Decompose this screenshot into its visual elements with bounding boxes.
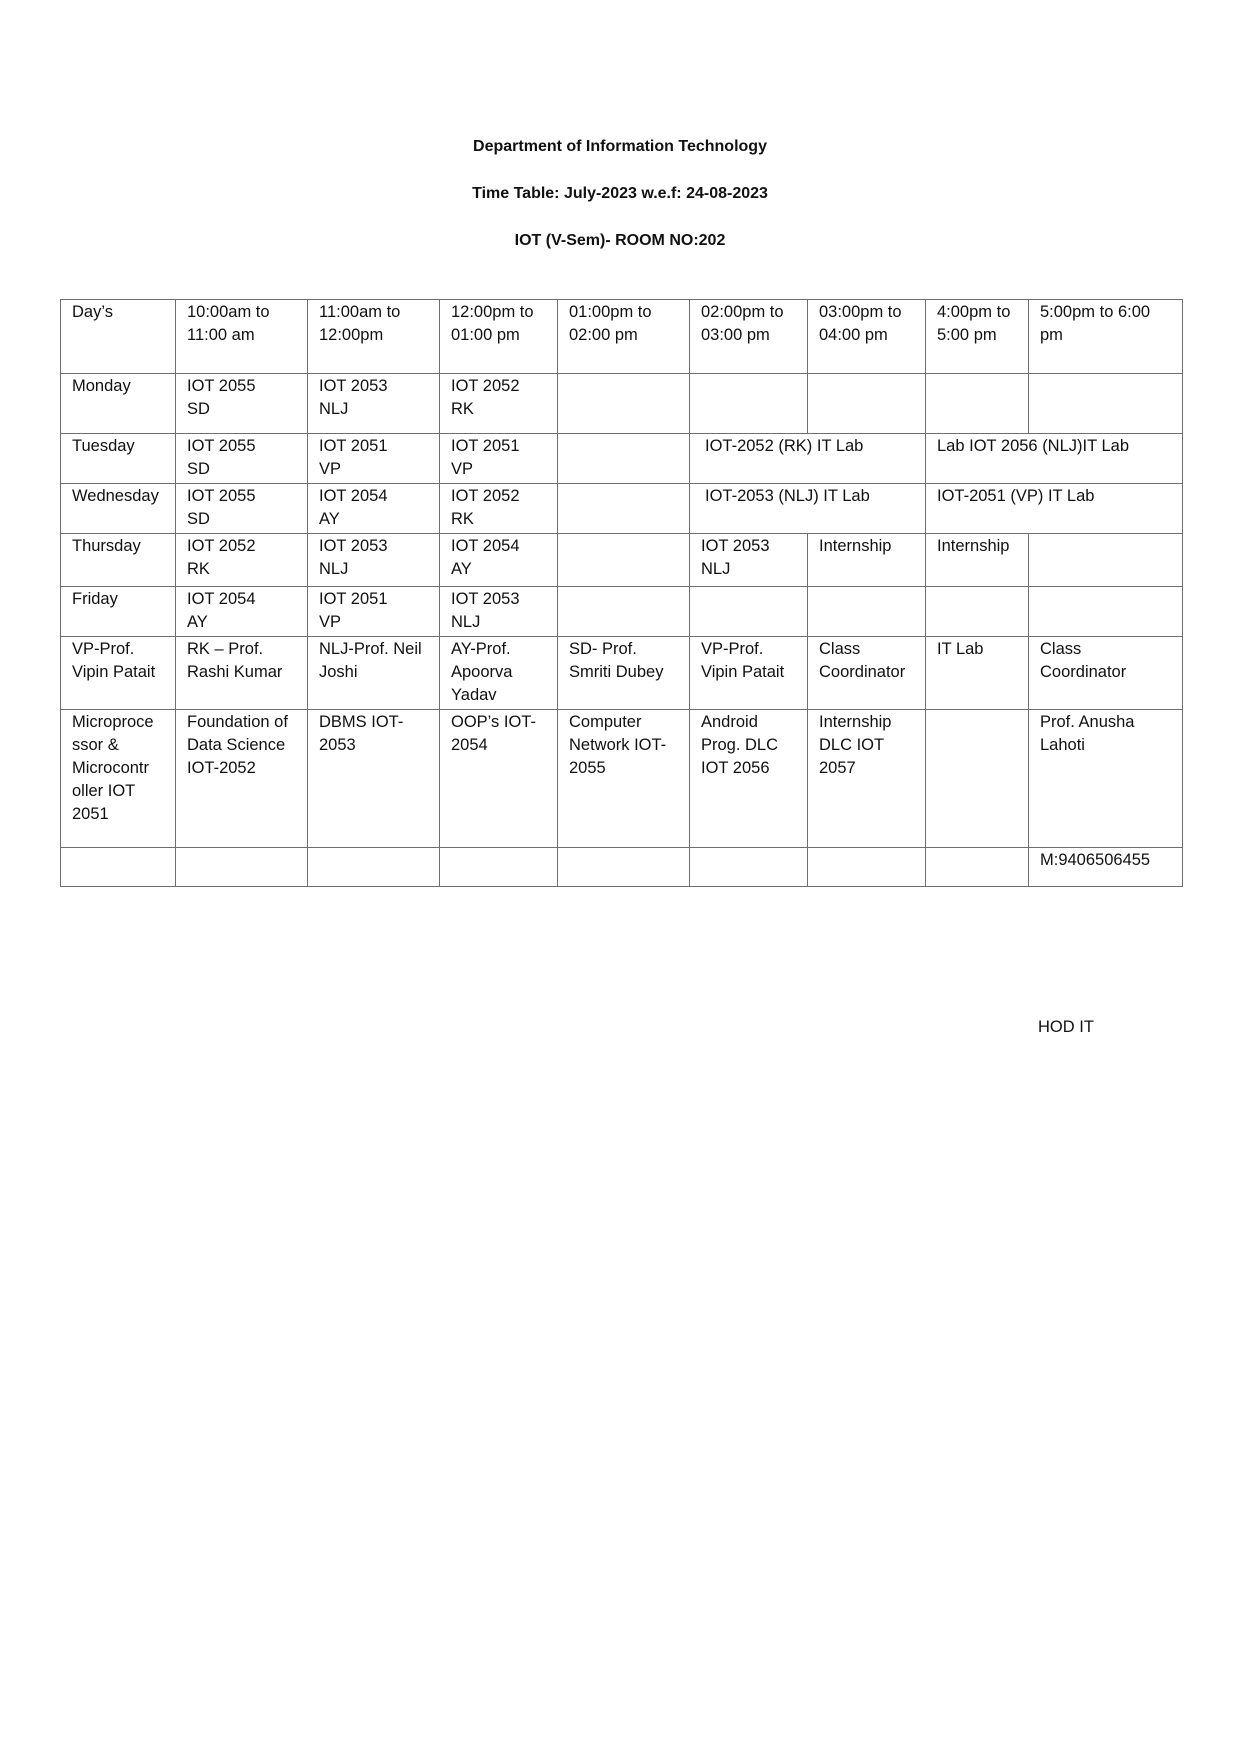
table-cell: SD- Prof. Smriti Dubey: [558, 637, 690, 710]
table-cell: IOT 2054 AY: [176, 587, 308, 637]
table-cell: [558, 587, 690, 637]
table-cell: IOT 2053 NLJ: [440, 587, 558, 637]
table-cell: [176, 848, 308, 887]
class-room-title: IOT (V-Sem)- ROOM NO:202: [514, 232, 726, 249]
timetable-title: Time Table: July-2023 w.e.f: 24-08-2023: [472, 185, 768, 202]
table-cell: IOT-2053 (NLJ) IT Lab: [690, 484, 926, 534]
table-cell: [926, 374, 1029, 434]
table-cell: VP-Prof. Vipin Patait: [690, 637, 808, 710]
table-cell: IOT 2055 SD: [176, 374, 308, 434]
table-cell: OOP’s IOT- 2054: [440, 710, 558, 848]
table-cell: IOT 2053 NLJ: [690, 534, 808, 587]
hod-signature: HOD IT: [1038, 1018, 1094, 1036]
table-cell: [558, 484, 690, 534]
table-cell: Class Coordinator: [808, 637, 926, 710]
table-cell: [558, 374, 690, 434]
table-cell: Thursday: [61, 534, 176, 587]
table-cell: [690, 587, 808, 637]
table-cell: 03:00pm to 04:00 pm: [808, 300, 926, 374]
table-cell: [808, 587, 926, 637]
table-cell: IOT 2055 SD: [176, 484, 308, 534]
table-header-row: [61, 300, 1183, 374]
table-cell: Android Prog. DLC IOT 2056: [690, 710, 808, 848]
table-cell: IT Lab: [926, 637, 1029, 710]
table-cell: VP-Prof. Vipin Patait: [61, 637, 176, 710]
table-cell: M:9406506455: [1029, 848, 1183, 887]
table-cell: IOT 2054 AY: [308, 484, 440, 534]
table-row-thursday: [61, 534, 1183, 587]
table-cell: [308, 848, 440, 887]
table-cell: Microproce ssor & Microcontr oller IOT 2051: [61, 710, 176, 848]
table-cell: Tuesday: [61, 434, 176, 484]
table-row-subjects: [61, 710, 1183, 848]
table-cell: IOT 2055 SD: [176, 434, 308, 484]
table-cell: 10:00am to 11:00 am: [176, 300, 308, 374]
table-row-friday: [61, 587, 1183, 637]
table-row-faculty: [61, 637, 1183, 710]
table-cell: Internship: [926, 534, 1029, 587]
table-cell: [61, 848, 176, 887]
table-cell: [1029, 374, 1183, 434]
table-cell: Foundation of Data Science IOT-2052: [176, 710, 308, 848]
table-cell: 12:00pm to 01:00 pm: [440, 300, 558, 374]
table-cell: IOT 2053 NLJ: [308, 374, 440, 434]
table-cell: [926, 848, 1029, 887]
table-cell: [440, 848, 558, 887]
table-cell: IOT 2051 VP: [308, 434, 440, 484]
table-cell: [1029, 587, 1183, 637]
table-cell: IOT-2052 (RK) IT Lab: [690, 434, 926, 484]
table-cell: 11:00am to 12:00pm: [308, 300, 440, 374]
table-cell: Internship: [808, 534, 926, 587]
table-cell: 02:00pm to 03:00 pm: [690, 300, 808, 374]
table-cell: [926, 587, 1029, 637]
table-cell: Prof. Anusha Lahoti: [1029, 710, 1183, 848]
table-cell: IOT 2051 VP: [440, 434, 558, 484]
table-cell: 5:00pm to 6:00 pm: [1029, 300, 1183, 374]
table-row-wednesday: [61, 484, 1183, 534]
table-row-tuesday: [61, 434, 1183, 484]
table-row-monday: [61, 374, 1183, 434]
table-cell: [1029, 534, 1183, 587]
table-cell: [808, 374, 926, 434]
table-row-contact: [61, 848, 1183, 887]
table-cell: Lab IOT 2056 (NLJ)IT Lab: [926, 434, 1183, 484]
table-cell: [558, 434, 690, 484]
table-cell: [926, 710, 1029, 848]
table-cell: 4:00pm to 5:00 pm: [926, 300, 1029, 374]
table-cell: IOT 2051 VP: [308, 587, 440, 637]
table-cell: RK – Prof. Rashi Kumar: [176, 637, 308, 710]
table-cell: [558, 848, 690, 887]
department-title: Department of Information Technology: [473, 138, 767, 155]
table-cell: Computer Network IOT- 2055: [558, 710, 690, 848]
table-cell: IOT 2053 NLJ: [308, 534, 440, 587]
table-cell: 01:00pm to 02:00 pm: [558, 300, 690, 374]
table-cell: Wednesday: [61, 484, 176, 534]
table-cell: IOT 2052 RK: [176, 534, 308, 587]
table-cell: [690, 374, 808, 434]
table-cell: Day’s: [61, 300, 176, 374]
table-cell: Friday: [61, 587, 176, 637]
table-cell: IOT-2051 (VP) IT Lab: [926, 484, 1183, 534]
table-cell: Internship DLC IOT 2057: [808, 710, 926, 848]
table-cell: IOT 2054 AY: [440, 534, 558, 587]
table-cell: Class Coordinator: [1029, 637, 1183, 710]
table-cell: AY-Prof. Apoorva Yadav: [440, 637, 558, 710]
table-cell: IOT 2052 RK: [440, 484, 558, 534]
table-cell: DBMS IOT- 2053: [308, 710, 440, 848]
table-cell: [558, 534, 690, 587]
table-cell: NLJ-Prof. Neil Joshi: [308, 637, 440, 710]
table-cell: IOT 2052 RK: [440, 374, 558, 434]
timetable-grid: [60, 299, 1183, 887]
table-cell: [690, 848, 808, 887]
table-cell: [808, 848, 926, 887]
table-cell: Monday: [61, 374, 176, 434]
